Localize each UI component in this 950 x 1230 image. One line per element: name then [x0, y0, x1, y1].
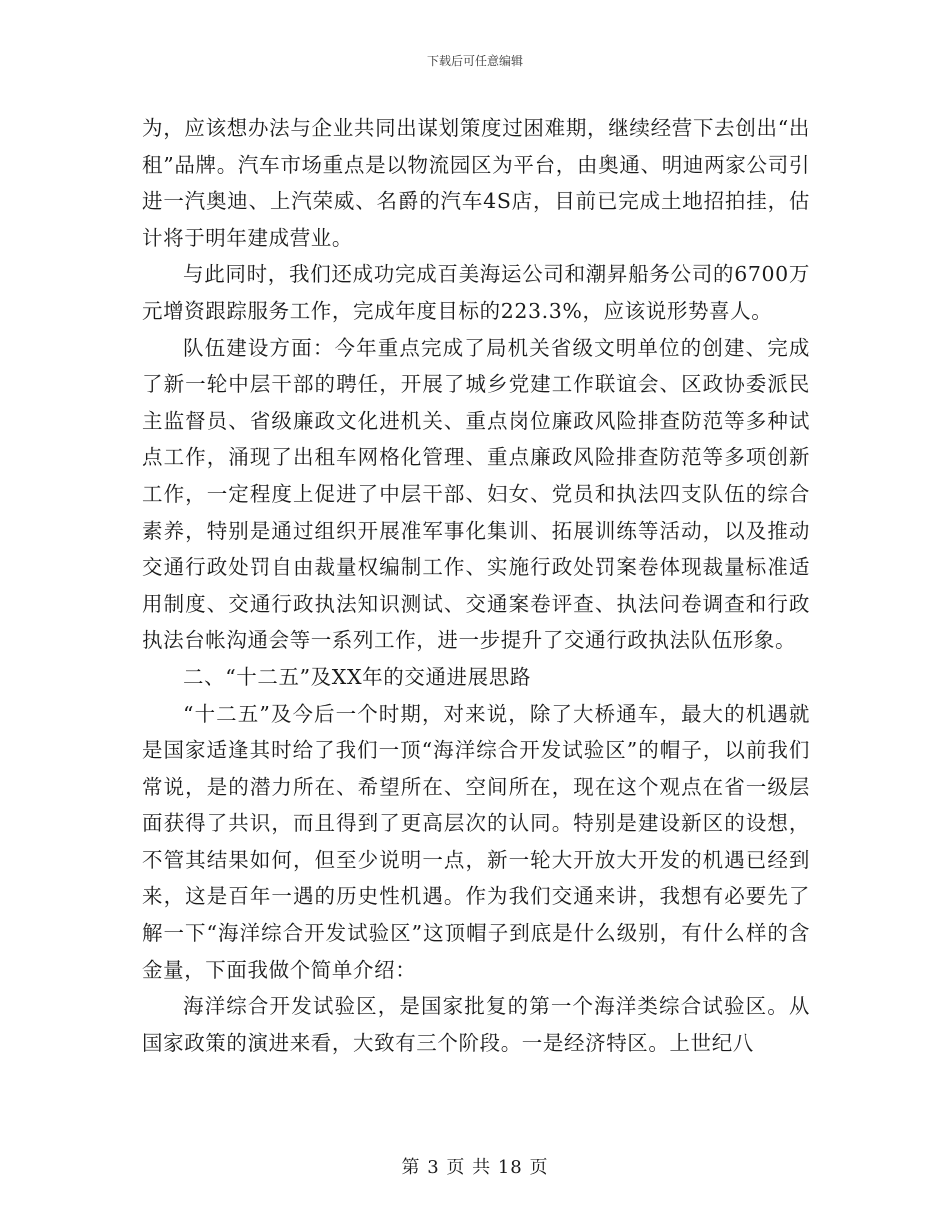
page-header: 下载后可任意编辑 [426, 54, 523, 68]
section-heading: 二、“十二五”及XX年的交通进展思路 [183, 664, 531, 689]
document-body [142, 110, 810, 1061]
paragraph-2: 与此同时，我们还成功完成百美海运公司和潮昇船务公司的6700万元增资跟踪服务工作，完成年度目标的223.3%，应该说形势喜人。 [142, 262, 810, 323]
page-number-footer: 第 3 页 共 18 页 [401, 1157, 549, 1178]
paragraph-6: 海洋综合开发试验区，是国家批复的第一个海洋类综合试验区。从国家政策的演进来看，大致有三个阶段。一是经济特区。上世纪八 [142, 994, 810, 1055]
paragraph-3: 队伍建设方面：今年重点完成了局机关省级文明单位的创建、完成了新一轮中层干部的聘任，开展了城乡党建工作联谊会、区政协委派民主监督员、省级廉政文化进机关、重点岗位廉政风险排查防范等多种试点工作，涌现了出租车网格化管理、重点廉政风险排查防范等多项创新工作，一定程度上促进了中层干部、妇女、党员和执法四支队伍的综合素养，特别是通过组织开展准军事化集训、拓展训练等活动，以及推动交通行政处罚自由裁量权编制工作、实施行政处罚案卷体现裁量标准适用制度、交通行政执法知识测试、交通案卷评查、执法问卷调查和行政执法台帐沟通会等一系列工作，进一步提升了交通行政执法队伍形象。 [142, 335, 810, 653]
paragraph-5: “十二五”及今后一个时期，对来说，除了大桥通车，最大的机遇就是国家适逢其时给了我们一顶“海洋综合开发试验区”的帽子，以前我们常说，是的潜力所在、希望所在、空间所在，现在这个观点在省一级层面获得了共识，而且得到了更高层次的认同。特别是建设新区的设想，不管其结果如何，但至少说明一点，新一轮大开放大开发的机遇已经到来，这是百年一遇的历史性机遇。作为我们交通来讲，我想有必要先了解一下“海洋综合开发试验区”这顶帽子到底是什么级别，有什么样的含金量，下面我做个简单介绍： [142, 701, 810, 982]
paragraph-1: 为，应该想办法与企业共同出谋划策度过困难期，继续经营下去创出“出租”品牌。汽车市场重点是以物流园区为平台，由奥通、明迪两家公司引进一汽奥迪、上汽荣威、名爵的汽车4S店，目前已完成土地招拍挂，估计将于明年建成营业。 [142, 116, 810, 250]
